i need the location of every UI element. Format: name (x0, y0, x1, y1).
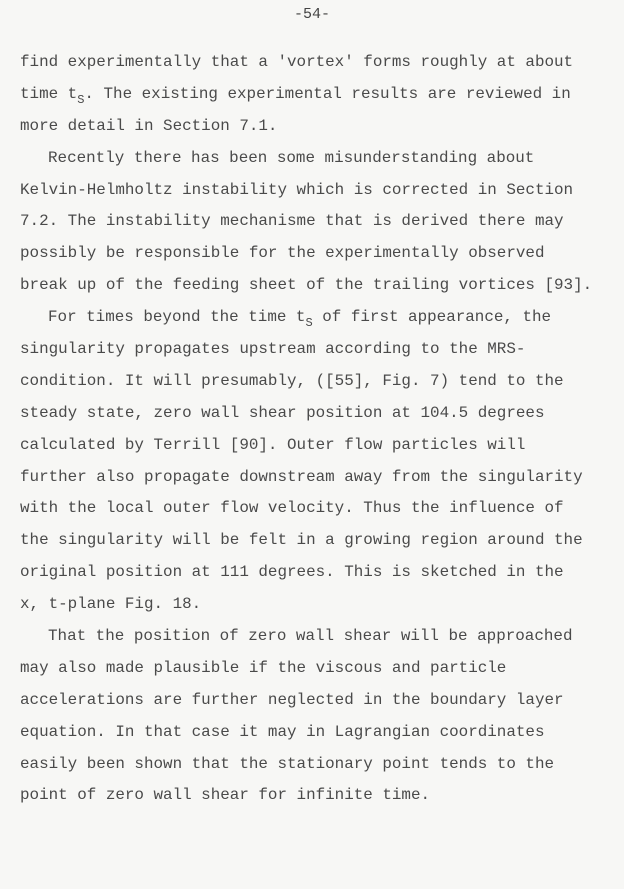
text-line: singularity propagates upstream according to the MRS- (20, 340, 526, 359)
text-line: original position at 111 degrees. This is sketched in the (20, 563, 564, 582)
text-line: equation. In that case it may in Lagrangian coordinates (20, 722, 545, 741)
text-line: break up of the feeding sheet of the trailing vortices [93]. (20, 276, 593, 295)
text-line: more detail in Section 7.1. (20, 116, 278, 135)
text-line (20, 79, 620, 111)
text-line: x, t-plane Fig. 18. (20, 595, 202, 614)
text-line: further also propagate downstream away from the singularity (20, 467, 583, 486)
text-line: accelerations are further neglected in the boundary layer (20, 690, 564, 709)
page-number: -54- (293, 6, 330, 23)
text-line: That the position of zero wall shear will be approached (48, 627, 573, 646)
subscript: S (77, 92, 85, 107)
text-line: condition. It will presumably, ([55], Fig. 7) tend to the (20, 371, 564, 390)
text-line: find experimentally that a 'vortex' forms roughly at about (20, 53, 574, 71)
text-segment: of first appearance, the (312, 308, 552, 327)
text-line: Kelvin-Helmholtz instability which is corrected in Section (20, 180, 574, 199)
text-line: may also made plausible if the viscous and particle (20, 658, 507, 677)
text-line: point of zero wall shear for infinite time. (20, 786, 431, 805)
text-segment: For times beyond the time t (48, 308, 306, 327)
body-text (20, 47, 620, 812)
text-line: with the local outer flow velocity. Thus the influence of (20, 499, 564, 518)
text-line: possibly be responsible for the experimentally observed (20, 244, 545, 263)
text-line: Recently there has been some misunderstanding about (48, 148, 535, 167)
subscript: S (305, 316, 313, 331)
text-segment: time t (20, 84, 78, 103)
text-segment: . The existing experimental results are reviewed in (84, 84, 571, 103)
text-line: 7.2. The instability mechanisme that is derived there may (20, 212, 564, 231)
text-line: easily been shown that the stationary point tends to the (20, 754, 555, 773)
text-line: the singularity will be felt in a growing region around the (20, 531, 583, 550)
text-line (20, 302, 620, 334)
text-line: calculated by Terrill [90]. Outer flow particles will (20, 435, 526, 454)
text-line: steady state, zero wall shear position at 104.5 degrees (20, 403, 545, 422)
